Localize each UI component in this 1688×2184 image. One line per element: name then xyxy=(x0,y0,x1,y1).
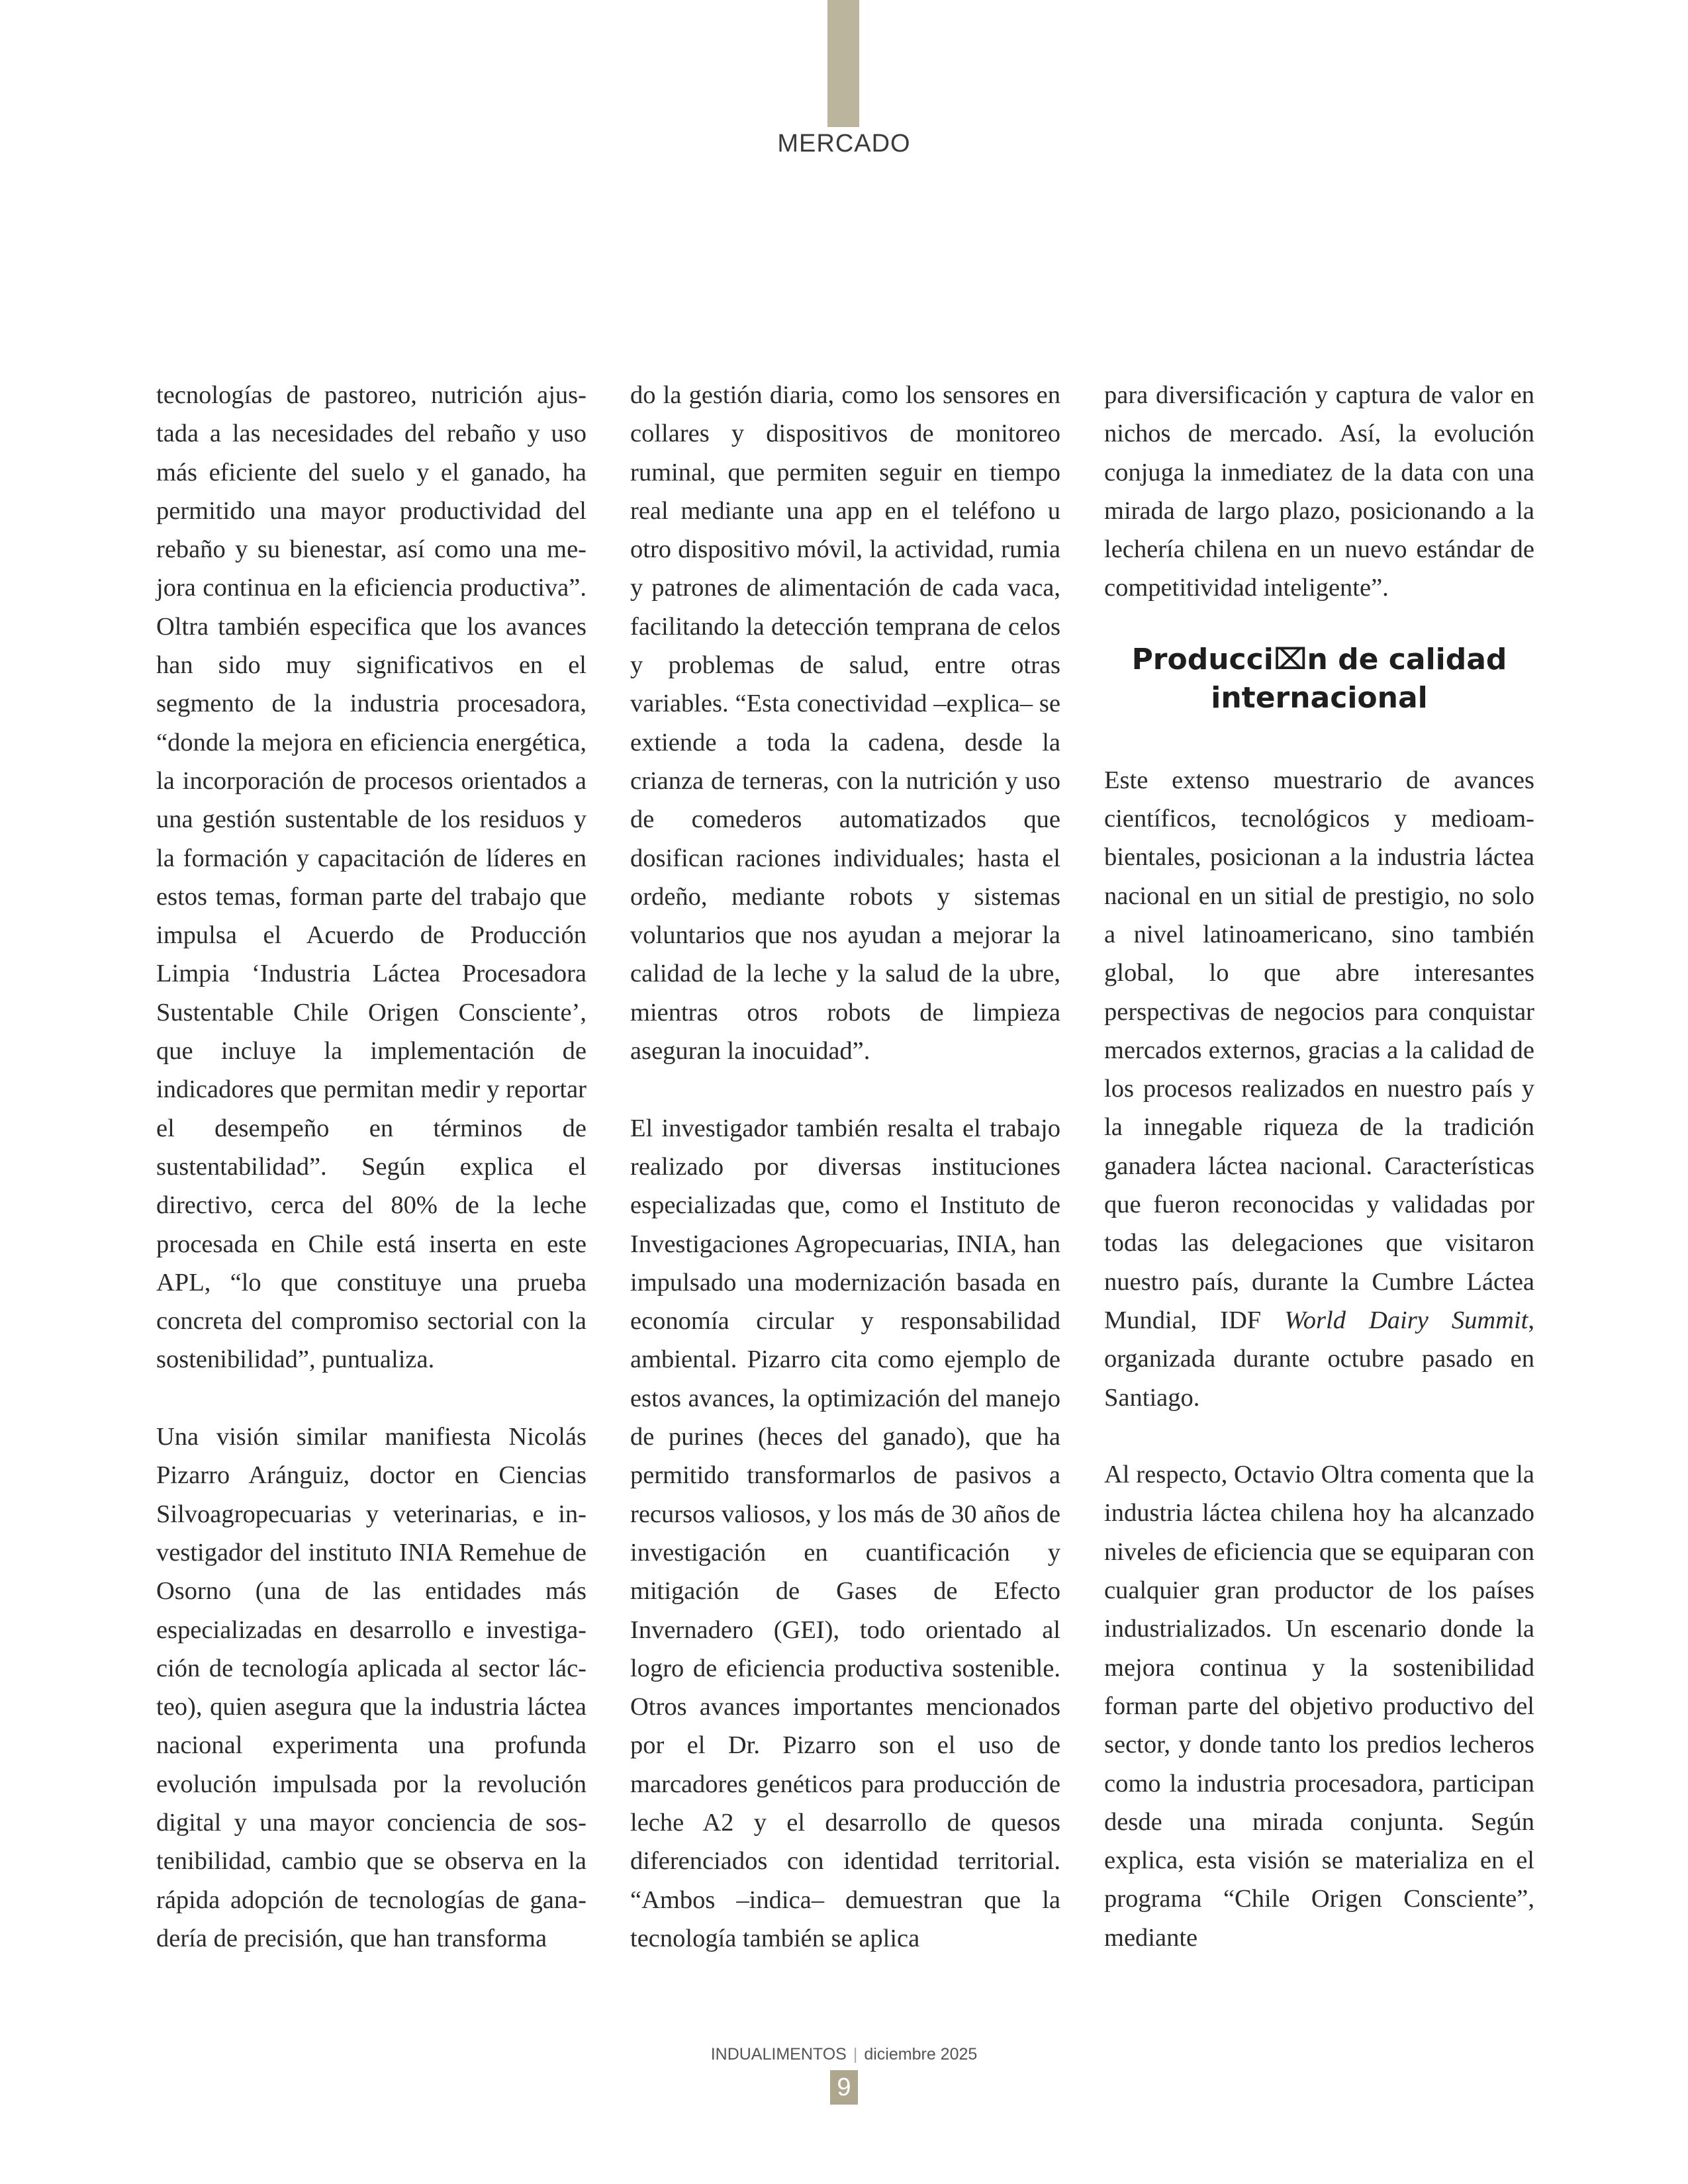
paragraph-text: , organizada durante octubre pasado en Santiago. xyxy=(1104,1306,1534,1412)
page-number: 9 xyxy=(830,2070,858,2105)
footer xyxy=(0,2045,1688,2064)
paragraph: tecnologías de pastoreo, nutrición ajustada a las necesidades del rebaño y uso más eficiente del suelo y el ganado, ha permitido una mayor productividad del rebaño y su bienestar, así como una mejora continua en la eficiencia productiva”. Oltra también especifica que los avances han sido muy significativos en el segmento de la industria procesadora, “donde la mejora en eficiencia energética, la incorporación de procesos orientados a una gestión sustentable de los residuos y la formación y capacitación de líderes en estos temas, forman parte del trabajo que impulsa el Acuerdo de Producción Limpia ‘Industria Láctea Procesadora Sustentable Chile Origen Consciente’, que incluye la implementación de indicadores que permitan medir y reportar el desempeño en términos de sustentabilidad”. Según explica el directivo, cerca del 80% de la leche procesada en Chile está inserta en este APL, “lo que constituye una prueba concreta del compromiso sectorial con la sostenibilidad”, puntualiza. xyxy=(156,381,586,1374)
section-label: MERCADO xyxy=(777,130,911,158)
paragraph: do la gestión diaria, como los sensores en collares y dispositivos de monitoreo ruminal, que permiten seguir en tiempo real mediante una app en el teléfono u otro dispositivo móvil, la actividad, rumia y patrones de alimentación de cada vaca, facilitando la detección temprana de celos y problemas de salud, entre otras variables. “Esta conectividad –explica– se extiende a toda la cadena, desde la crianza de terneras, con la nutrición y uso de comederos automatizados que dosifican raciones individuales; hasta el ordeño, mediante robots y sistemas voluntarios que nos ayudan a mejorar la calidad de la leche y la salud de la ubre, mientras otros robots de limpieza aseguran la inocuidad”. xyxy=(630,381,1060,1066)
publication-date: diciembre 2025 xyxy=(864,2045,978,2064)
footer-separator: | xyxy=(853,2045,858,2064)
column-2 xyxy=(630,376,1060,1958)
paragraph: El investigador también resalta el trabajo realizado por diversas instituciones especializadas que, como el Instituto de Investigaciones Agropecuarias, INIA, han impulsado una modernización basada en economía circular y responsabilidad ambiental. Pizarro cita como ejemplo de estos avances, la optimización del manejo de purines (heces del ganado), que ha permitido transformarlos de pasivos a recursos valiosos, y los más de 30 años de investigación en cuantificación y mitigación de Gases de Efecto Invernadero (GEI), todo orientado al logro de eficiencia productiva sostenible. Otros avances importantes mencionados por el Dr. Pizarro son el uso de marcadores genéticos para producción de leche A2 y el desarrollo de quesos diferenciados con identidad territorial. “Ambos –indica– demuestran que la tecnología también se aplica xyxy=(630,1114,1060,1952)
header-accent-bar xyxy=(827,0,859,127)
publication-name: INDUALIMENTOS xyxy=(710,2045,847,2064)
paragraph-text: Este extenso muestrario de avances científicos, tecnológicos y medioambientales, posicionan a la industria láctea nacional en un sitial de prestigio, no solo a nivel latinoamericano, sino también global, lo que abre interesantes perspectivas de negocios para conquistar mercados externos, gracias a la calidad de los procesos realizados en nuestro país y la innegable riqueza de la tradición ganadera láctea nacional. Características que fueron reconocidas y validadas por todas las delegaciones que visitaron nuestro país, durante la Cumbre Láctea Mundial, IDF xyxy=(1104,766,1534,1334)
paragraph: Una visión similar manifiesta Nicolás Pizarro Aránguiz, doctor en Ciencias Silvoagropecuarias y veterinarias, e investigador del instituto INIA Remehue de Osorno (una de las entidades más especializadas en desarrollo e investigación de tecnología aplicada al sector lácteo), quien asegura que la industria láctea nacional experimenta una profunda evolución impulsada por la revolución digital y una mayor conciencia de sostenibilidad, cambio que se observa en la rápida adopción de tecnologías de ganadería de precisión, que han transforma xyxy=(156,1423,586,1952)
paragraph: para diversificación y captura de valor en nichos de mercado. Así, la evolución conjuga la inmediatez de la data con una mirada de largo plazo, posicionando a la lechería chilena en un nuevo estándar de competitividad inteligente”. xyxy=(1104,381,1534,602)
italic-title: World Dairy Summit xyxy=(1284,1306,1528,1334)
column-1 xyxy=(156,376,586,1958)
paragraph xyxy=(1104,761,1534,1417)
column-3 xyxy=(1104,376,1534,1957)
paragraph: Al respecto, Octavio Oltra comenta que la industria láctea chilena hoy ha alcanzado niveles de eficiencia que se equiparan con cualquier gran productor de los países industrializados. Un escenario donde la mejora continua y la sostenibilidad forman parte del objetivo productivo del sector, y donde tanto los predios lecheros como la industria procesadora, participan desde una mirada conjunta. Según explica, esta visión se materializa en el programa “Chile Origen Consciente”, mediante xyxy=(1104,1461,1534,1952)
subheading: Producci⌧n de calidad internacional xyxy=(1131,642,1507,715)
